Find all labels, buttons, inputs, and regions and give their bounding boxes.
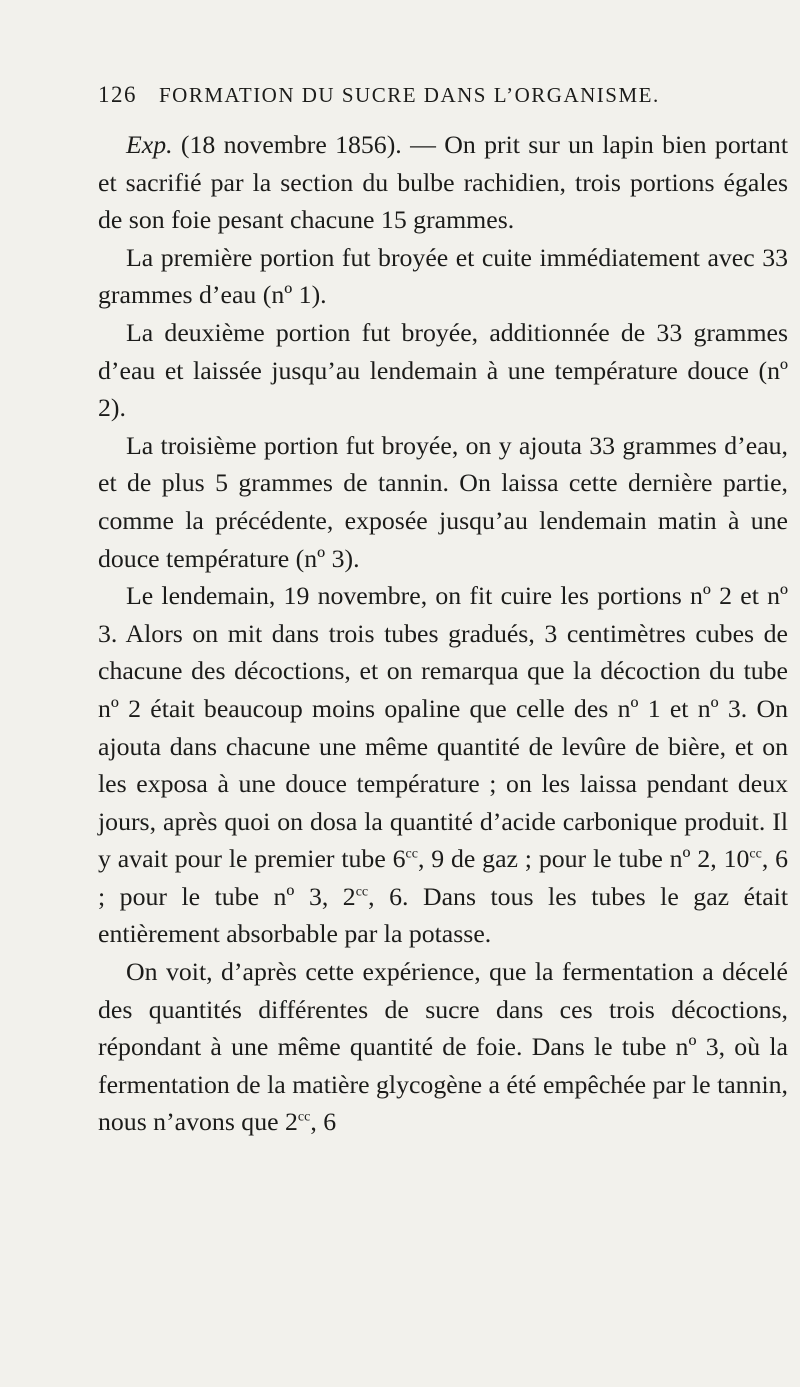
- book-page: [98, 82, 788, 1141]
- page-number: 126: [98, 82, 137, 107]
- paragraph-next-day: Le lendemain, 19 novembre, on fit cuire les portions nº 2 et nº 3. Alors on mit dans trois tubes gradués, 3 centimètres cubes de chacune des décoctions, et on remarqua que la décoction du tube nº 2 était beaucoup moins opaline que celle des nº 1 et nº 3. On ajouta dans chacune une même quantité de levûre de bière, et on les exposa à une douce température ; on les laissa pendant deux jours, après quoi on dosa la quantité d’acide carbonique produit. Il y avait pour le premier tube $6^{cc}$, 9 de gaz ; pour le tube nº 2, $10^{cc}$, 6 ; pour le tube nº 3, $2^{cc}$, 6. Dans tous les tubes le gaz était entièrement absorbable par la potasse.: [98, 581, 789, 949]
- paragraph-first-portion: La première portion fut broyée et cuite immédiatement avec 33 grammes d’eau (nº 1).: [98, 242, 788, 310]
- paragraph-text: (18 novembre 1856). — On prit sur un lapin bien portant et sacrifié par la section du bulbe rachidien, trois portions égales de son foie pesant chacune 15 grammes.: [98, 130, 788, 235]
- running-header: [98, 82, 788, 112]
- paragraph-second-portion: La deuxième portion fut broyée, additionnée de 33 grammes d’eau et laissée jusqu’au lendemain à une température douce (nº 2).: [98, 317, 788, 423]
- paragraph-experiment: [98, 126, 788, 239]
- paragraph-third-portion: La troisième portion fut broyée, on y ajouta 33 grammes d’eau, et de plus 5 grammes de tannin. On laissa cette dernière partie, comme la précédente, exposée jusqu’au lendemain matin à une douce température (nº 3).: [98, 430, 788, 573]
- exp-label: Exp.: [126, 130, 173, 159]
- running-title: FORMATION DU SUCRE DANS L’ORGANISME.: [159, 83, 660, 107]
- paragraph-conclusion: On voit, d’après cette expérience, que la fermentation a décelé des quantités différentes de sucre dans ces trois décoctions, répondant à une même quantité de foie. Dans le tube nº 3, où la fermentation de la matière glycogène a été empêchée par le tannin, nous n’avons que $2^{cc}$, 6: [98, 957, 788, 1137]
